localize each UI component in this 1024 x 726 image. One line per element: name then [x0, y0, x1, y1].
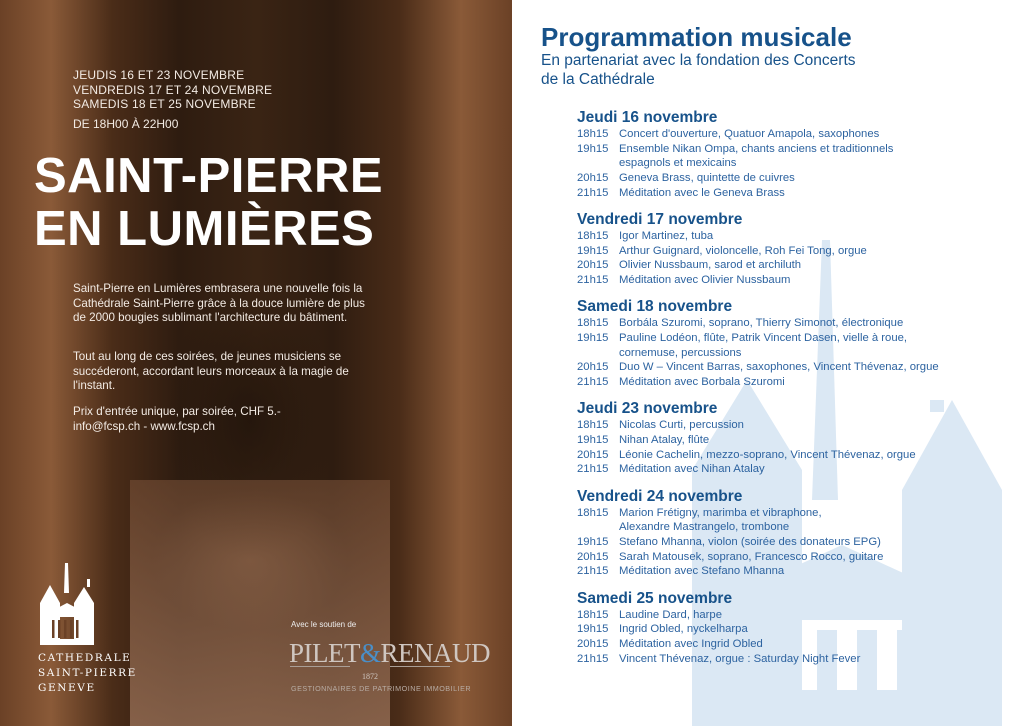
- schedule-item: [577, 171, 1007, 186]
- event-description: [619, 535, 881, 550]
- event-text-line: Sarah Matousek, soprano, Francesco Rocco, guitare: [619, 550, 884, 563]
- event-time: 19h15: [577, 623, 609, 636]
- event-time: 20h15: [577, 361, 609, 374]
- event-time: 21h15: [577, 186, 609, 199]
- event-description: [619, 506, 822, 535]
- schedule-item: [577, 316, 1007, 331]
- event-time: 20h15: [577, 259, 609, 272]
- event-description: [619, 273, 790, 288]
- subtitle-line: En partenariat avec la fondation des Concerts: [541, 52, 856, 69]
- event-text-line: cornemuse, percussions: [619, 346, 742, 359]
- schedule-item: [577, 433, 1007, 448]
- event-description: [619, 622, 748, 637]
- event-text-line: Vincent Thévenaz, orgue : Saturday Night Fever: [619, 652, 861, 665]
- event-description: [619, 316, 903, 331]
- event-text-line: Méditation avec Nihan Atalay: [619, 463, 765, 476]
- sponsor-logo: [289, 638, 490, 669]
- event-description: [619, 375, 785, 390]
- event-time: 21h15: [577, 565, 609, 578]
- day-heading: Samedi 18 novembre: [577, 298, 733, 316]
- event-text-line: Méditation avec Stefano Mhanna: [619, 565, 785, 578]
- schedule-item: [577, 142, 1007, 171]
- event-text-line: Concert d'ouverture, Quatuor Amapola, saxophones: [619, 128, 880, 140]
- cathedral-logo-text: [38, 651, 137, 696]
- program-subtitle: [541, 51, 856, 89]
- event-text-line: Borbála Szuromi, soprano, Thierry Simonot, électronique: [619, 317, 904, 330]
- event-text-line: Méditation avec Ingrid Obled: [619, 638, 763, 651]
- sponsor-name-2: RENAUD: [380, 638, 491, 668]
- event-text-line: Duo W – Vincent Barras, saxophones, Vincent Thévenaz, orgue: [619, 361, 939, 374]
- date-line: JEUDIS 16 ET 23 NOVEMBRE: [73, 68, 245, 82]
- musicians-paragraph: Tout au long de ces soirées, de jeunes musiciens se succéderont, accordant leurs morceaux à la magie de l'instant.: [73, 350, 349, 393]
- schedule-item: [577, 375, 1007, 390]
- event-description: [619, 652, 860, 667]
- title-line: SAINT-PIERRE: [34, 149, 384, 203]
- event-time: 18h15: [577, 608, 609, 621]
- schedule-item: [577, 506, 1007, 535]
- description-paragraph: Saint-Pierre en Lumières embrasera une nouvelle fois la Cathédrale Saint-Pierre grâce à la douce lumière de plus de 2000 bougies sublimant l'architecture du bâtiment.: [73, 282, 365, 325]
- event-text-line: Nicolas Curti, percussion: [619, 419, 744, 432]
- event-text-line: Ensemble Nikan Ompa, chants anciens et traditionnels: [619, 142, 894, 155]
- event-description: [619, 186, 785, 201]
- cathedral-logo-icon: [38, 563, 96, 647]
- event-description: [619, 142, 893, 171]
- schedule-item: [577, 244, 1007, 259]
- contact-text[interactable]: info@fcsp.ch - www.fcsp.ch: [73, 419, 215, 433]
- event-description: [619, 433, 709, 448]
- event-time: 19h15: [577, 244, 609, 257]
- day-heading: Samedi 25 novembre: [577, 589, 733, 607]
- event-hours: DE 18H00 À 22H00: [73, 117, 179, 131]
- day-heading: Vendredi 24 novembre: [577, 487, 743, 505]
- event-description: [619, 637, 763, 652]
- event-text-line: Laudine Dard, harpe: [619, 608, 723, 621]
- event-text-line: Stefano Mhanna, violon (soirée des donateurs EPG): [619, 536, 881, 549]
- day-section: [577, 400, 1007, 477]
- title-line: EN LUMIÈRES: [34, 202, 375, 256]
- subtitle-line: de la Cathédrale: [541, 71, 655, 88]
- event-time: 18h15: [577, 419, 609, 432]
- day-heading: Vendredi 17 novembre: [577, 211, 743, 229]
- logo-line: SAINT-PIERRE: [38, 667, 137, 679]
- schedule-item: [577, 462, 1007, 477]
- schedule-item: [577, 448, 1007, 463]
- event-description: [619, 462, 765, 477]
- event-time: 18h15: [577, 317, 609, 330]
- event-time: 20h15: [577, 550, 609, 563]
- day-section: [577, 590, 1007, 667]
- event-description: [619, 229, 713, 244]
- event-text-line: Igor Martinez, tuba: [619, 230, 714, 243]
- event-description: [619, 564, 784, 579]
- event-text-line: Marion Frétigny, marimba et vibraphone,: [619, 506, 822, 519]
- event-description: [619, 244, 867, 259]
- schedule-item: [577, 229, 1007, 244]
- event-description: [619, 258, 801, 273]
- logo-line: CATHEDRALE: [38, 652, 132, 664]
- event-time: 18h15: [577, 506, 609, 519]
- event-text-line: Pauline Lodéon, flûte, Patrik Vincent Dasen, vielle à roue,: [619, 332, 908, 345]
- event-time: 20h15: [577, 448, 609, 461]
- day-heading: Jeudi 16 novembre: [577, 109, 718, 126]
- event-time: 21h15: [577, 463, 609, 476]
- event-text-line: Geneva Brass, quintette de cuivres: [619, 172, 795, 185]
- schedule-item: [577, 331, 1007, 360]
- event-text-line: Ingrid Obled, nyckelharpa: [619, 623, 748, 636]
- event-text-line: Arthur Guignard, violoncelle, Roh Fei Tong, orgue: [619, 244, 867, 257]
- event-dates: [73, 68, 272, 112]
- date-line: VENDREDIS 17 ET 24 NOVEMBRE: [73, 82, 273, 97]
- day-section: [577, 211, 1007, 288]
- schedule-item: [577, 273, 1007, 288]
- event-time: 21h15: [577, 376, 609, 389]
- event-description: [619, 608, 722, 623]
- logo-line: GENEVE: [38, 682, 96, 694]
- price-info: [73, 405, 373, 434]
- schedule-item: [577, 127, 1007, 142]
- event-text-line: Méditation avec le Geneva Brass: [619, 186, 785, 199]
- schedule-item: [577, 608, 1007, 623]
- day-section: [577, 109, 1007, 201]
- event-description: [619, 418, 744, 433]
- schedule-item: [577, 622, 1007, 637]
- event-description: [619, 360, 939, 375]
- schedule-item: [577, 550, 1007, 565]
- schedule-item: [577, 418, 1007, 433]
- schedule-item: [577, 535, 1007, 550]
- schedule-item: [577, 564, 1007, 579]
- schedule-item: [577, 637, 1007, 652]
- day-section: [577, 298, 1007, 390]
- schedule-item: [577, 360, 1007, 375]
- event-time: 19h15: [577, 536, 609, 549]
- event-description: [619, 127, 879, 142]
- event-time: 18h15: [577, 230, 609, 243]
- program-panel: [512, 0, 1024, 726]
- program-schedule: [577, 109, 1007, 677]
- schedule-item: [577, 186, 1007, 201]
- event-time: 19h15: [577, 434, 609, 447]
- sponsor-tagline: GESTIONNAIRES DE PATRIMOINE IMMOBILIER: [291, 684, 472, 693]
- event-time: 19h15: [577, 332, 609, 345]
- event-time: 19h15: [577, 142, 609, 155]
- event-text-line: espagnols et mexicains: [619, 157, 737, 170]
- day-heading: Jeudi 23 novembre: [577, 400, 718, 418]
- day-section: [577, 488, 1007, 580]
- price-text: Prix d'entrée unique, par soirée, CHF 5.-: [73, 405, 281, 418]
- event-text-line: Léonie Cachelin, mezzo-soprano, Vincent Thévenaz, orgue: [619, 448, 916, 461]
- event-description: [619, 448, 916, 463]
- sponsor-name-1: PILET: [289, 638, 360, 668]
- schedule-item: [577, 652, 1007, 667]
- event-text-line: Méditation avec Borbala Szuromi: [619, 376, 785, 389]
- event-time: 21h15: [577, 652, 609, 665]
- schedule-item: [577, 258, 1007, 273]
- event-time: 20h15: [577, 638, 609, 651]
- event-text-line: Méditation avec Olivier Nussbaum: [619, 274, 791, 287]
- sponsor-ampersand: &: [360, 638, 381, 668]
- event-time: 21h15: [577, 274, 609, 287]
- event-text-line: Nihan Atalay, flûte: [619, 434, 710, 447]
- sponsor-label: Avec le soutien de: [291, 620, 357, 629]
- date-line: SAMEDIS 18 ET 25 NOVEMBRE: [73, 97, 256, 112]
- event-time: 18h15: [577, 128, 609, 140]
- event-text-line: Olivier Nussbaum, sarod et archiluth: [619, 259, 802, 272]
- program-title: Programmation musicale: [541, 22, 852, 52]
- event-description: [619, 550, 883, 565]
- event-description: [619, 331, 907, 360]
- event-text-line: Alexandre Mastrangelo, trombone: [619, 521, 790, 534]
- event-description: [619, 171, 795, 186]
- event-time: 20h15: [577, 172, 609, 185]
- sponsor-year: 1872: [362, 672, 378, 681]
- poster-title: [34, 150, 383, 256]
